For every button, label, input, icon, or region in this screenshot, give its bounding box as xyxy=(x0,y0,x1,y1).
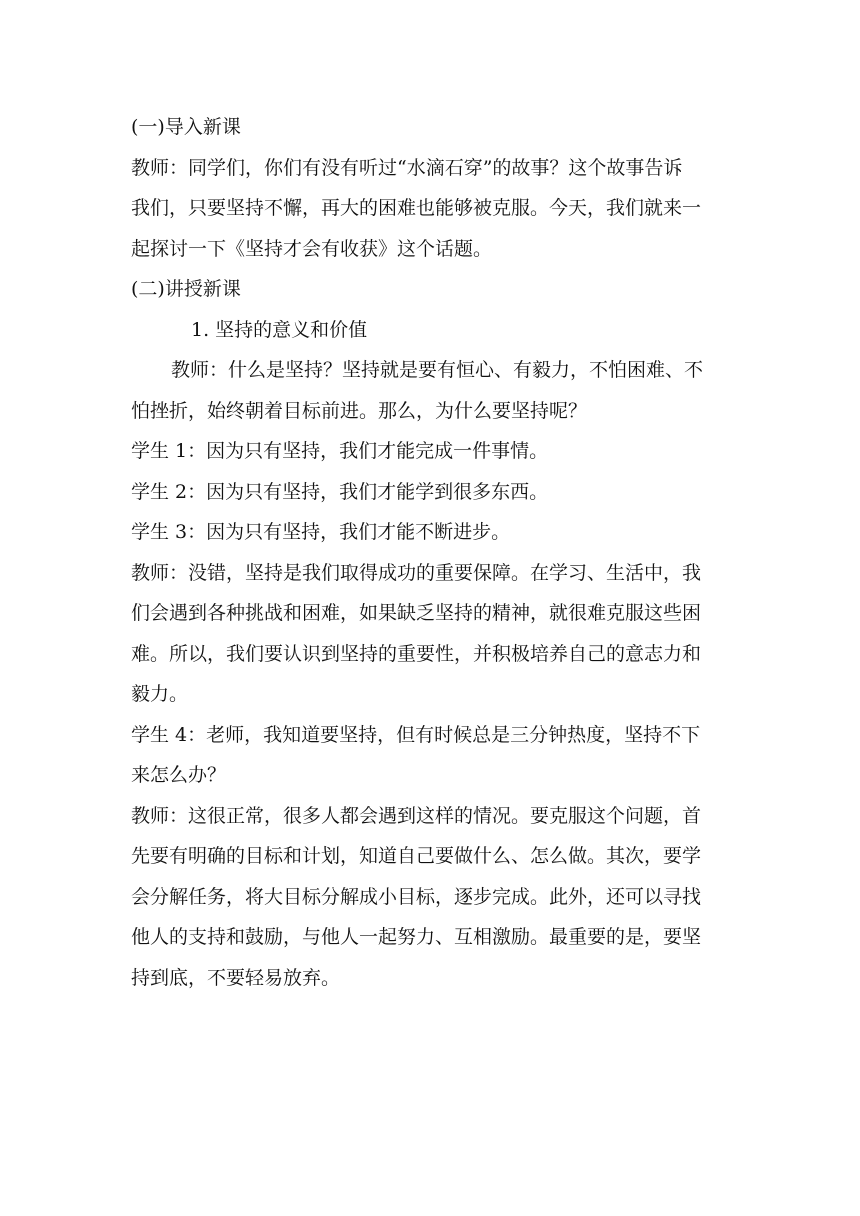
section-heading-intro: (一)导入新课 xyxy=(131,116,241,138)
student-1-answer: 学生 1：因为只有坚持，我们才能完成一件事情。 xyxy=(131,440,549,462)
student-4-question-line-1: 学生 4：老师，我知道要坚持，但有时候总是三分钟热度，坚持不下 xyxy=(131,723,701,746)
teacher-summary-line-2: 们会遇到各种挑战和困难，如果缺乏坚持的精神，就很难克服这些困 xyxy=(131,602,702,624)
teacher-advice-line-2: 先要有明确的目标和计划，知道自己要做什么、怎么做。其次，要学 xyxy=(131,845,702,867)
teacher-summary-line-1: 教师：没错，坚持是我们取得成功的重要保障。在学习、生活中，我 xyxy=(131,561,702,584)
teacher-advice-line-1: 教师：这很正常，很多人都会遇到这样的情况。要克服这个问题，首 xyxy=(131,804,702,827)
teacher-summary-line-4: 毅力。 xyxy=(131,683,189,705)
student-4-question-line-2: 来怎么办？ xyxy=(131,764,227,786)
teacher-opening-line-1: 教师：同学们，你们有没有听过“水滴石穿”的故事？这个故事告诉 xyxy=(131,156,683,179)
teacher-advice-line-5: 持到底，不要轻易放弃。 xyxy=(131,966,341,989)
point-1-heading: 1. 坚持的意义和价值 xyxy=(191,318,368,341)
teacher-opening-line-2: 我们，只要坚持不懈，再大的困难也能够被克服。今天，我们就来一 xyxy=(131,197,702,219)
document-page xyxy=(131,107,731,998)
teacher-opening-line-3: 起探讨一下《坚持才会有收获》这个话题。 xyxy=(131,237,493,260)
teacher-advice-line-3: 会分解任务，将大目标分解成小目标，逐步完成。此外，还可以寻找 xyxy=(131,885,702,908)
teacher-question-line-2: 怕挫折，始终朝着目标前进。那么，为什么要坚持呢？ xyxy=(131,399,588,422)
teacher-advice-line-4: 他人的支持和鼓励，与他人一起努力、互相激励。最重要的是，要坚 xyxy=(131,926,702,948)
student-2-answer: 学生 2：因为只有坚持，我们才能学到很多东西。 xyxy=(131,480,549,503)
section-heading-teach: (二)讲授新课 xyxy=(131,278,241,300)
student-3-answer: 学生 3：因为只有坚持，我们才能不断进步。 xyxy=(131,521,511,543)
teacher-question-line-1: 教师：什么是坚持？坚持就是要有恒心、有毅力，不怕困难、不 xyxy=(171,359,704,381)
teacher-summary-line-3: 难。所以，我们要认识到坚持的重要性，并积极培养自己的意志力和 xyxy=(131,642,702,665)
